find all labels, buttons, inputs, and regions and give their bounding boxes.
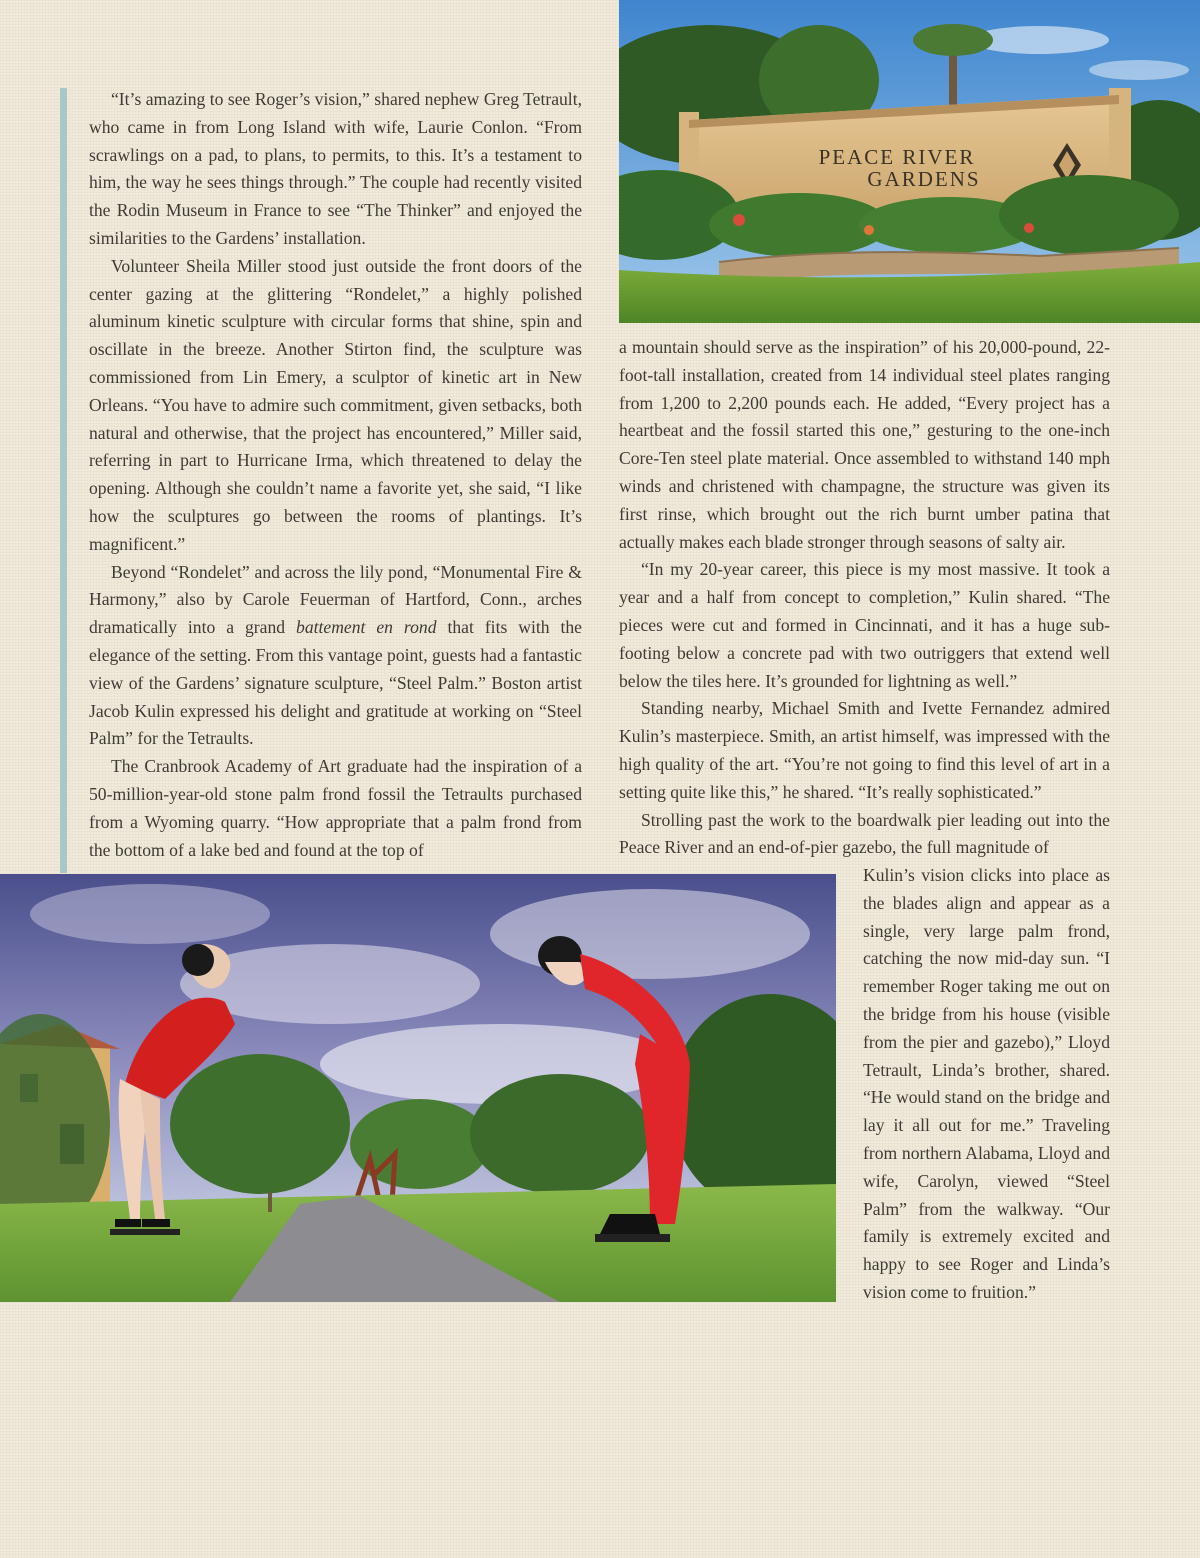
paragraph: Standing nearby, Michael Smith and Ivette Fernandez admired Kulin’s masterpiece. Smith, an artist himself, was impressed with the high quality of the art. “You’re not going to find this level of art in a setting quite like this,” he shared. “It’s really sophisticated.” [619, 698, 1110, 802]
article-right-column [619, 334, 1110, 862]
paragraph: The Cranbrook Academy of Art graduate had the inspiration of a 50-million-year-old stone palm frond fossil the Tetraults purchased from a Wyoming quarry. “How appropriate that a palm frond from the bottom of a lake bed and found at the top of [89, 756, 582, 860]
article-left-column [89, 86, 582, 864]
paragraph: a mountain should serve as the inspiration” of his 20,000-pound, 22-foot-tall installation, created from 14 individual steel plates ranging from 1,200 to 2,200 pounds each. He added, “Every project has a heartbeat and the fossil started this one,” gesturing to the one-inch Core-Ten steel plate material. Once assembled to withstand 140 mph winds and christened with champagne, the structure was given its first rinse, which brought out the rich burnt umber patina that actually makes each blade stronger through seasons of salty air. [619, 337, 1110, 552]
sign-line-1: PEACE RIVER [818, 145, 976, 169]
sign-line-2: GARDENS [867, 167, 981, 191]
paragraph: Kulin’s vision clicks into place as the blades align and appear as a single, very large palm frond, catching the now mid-day sun. “I remember Roger taking me out on the bridge from his house (visible from the pier and gazebo),” Lloyd Tetrault, Linda’s brother, shared. “He would stand on the bridge and lay it all out for me.” Traveling from northern Alabama, Lloyd and wife, Carolyn, viewed “Steel Palm” from the walkway. “Our family is extremely excited and happy to see Roger and Linda’s vision come to fruition.” [863, 865, 1110, 1302]
paragraph: Volunteer Sheila Miller stood just outside the front doors of the center gazing at the glittering “Rondelet,” a highly polished aluminum kinetic sculpture with circular forms that shine, spin and oscillate in the breeze. Another Stirton find, the sculpture was commissioned from Lin Emery, a sculptor of kinetic art in New Orleans. “You have to admire such commitment, given setbacks, both natural and otherwise, that the project has encountered,” Miller said, referring in part to Hurricane Irma, which threatened to delay the opening. Although she couldn’t name a favorite yet, she said, “I like how the sculptures go between the rooms of plantings. It’s magnificent.” [89, 255, 582, 554]
paragraph-text: that fits with the elegance of the setting. From this vantage point, guests had a fantastic view of the Gardens’ signature sculpture, “Steel Palm.” Boston artist Jacob Kulin expressed his delight and gratitude at working on “Steel Palm” for the Tetraults. [89, 617, 582, 749]
paragraph-text: Beyond “Rondelet” and across the lily pond, “Monumental Fire & Harmony,” also by Carole Feuerman of Hartford, Conn., arches dramatically into a grand [89, 561, 582, 638]
italic-phrase: battement en rond [296, 617, 437, 638]
paragraph: “In my 20-year career, this piece is my most massive. It took a year and a half from concept to completion,” Kulin shared. “The pieces were cut and formed in Cincinnati, and it has a huge sub-footing below a concrete pad with two outriggers that extend well below the tiles here. It’s grounded for lightning as well.” [619, 559, 1110, 691]
paragraph [89, 559, 582, 754]
paragraph: “It’s amazing to see Roger’s vision,” shared nephew Greg Tetrault, who came in from Long Island with wife, Laurie Conlon. “From scrawlings on a pad, to plans, to permits, to this. It’s a testament to him, the way he sees things through.” The couple had recently visited the Rodin Museum in France to see “The Thinker” and enjoyed the similarities to the Gardens’ installation. [89, 89, 582, 248]
paragraph: Strolling past the work to the boardwalk pier leading out into the Peace River and an end-of-pier gazebo, the full magnitude of [619, 809, 1110, 858]
article-narrow-column [863, 862, 1110, 1307]
sculpture-garden-photo [0, 874, 836, 1302]
accent-bar [60, 88, 67, 873]
entrance-sign-photo [619, 0, 1200, 323]
